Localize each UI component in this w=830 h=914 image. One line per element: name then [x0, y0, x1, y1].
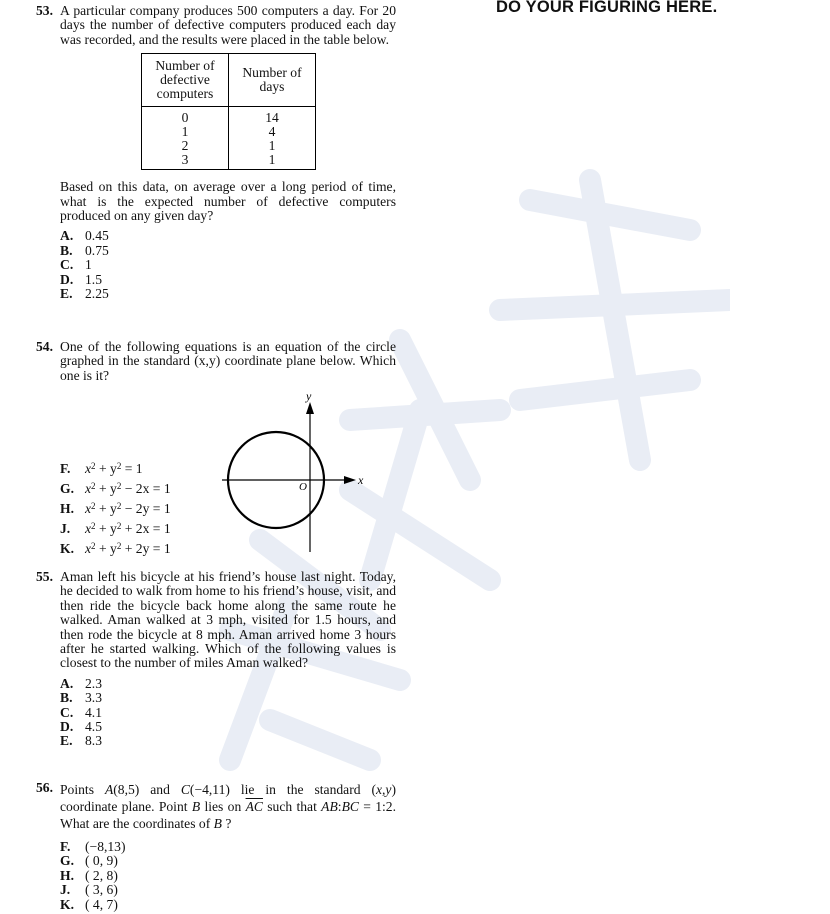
- answer-choices: [60, 840, 396, 912]
- table-col-days: [229, 107, 316, 170]
- table-cell: 1: [181, 124, 189, 140]
- choice-h[interactable]: H. x 2 + y 2 − 2y = 1: [60, 501, 171, 517]
- x-axis-arrow: [344, 476, 356, 484]
- question-stem: One of the following equations is an equation of the circle graphed in the standard (x,y) coordinate plane below. Which one is it?: [60, 339, 396, 383]
- choice-e[interactable]: E. 8.3: [60, 733, 102, 749]
- question-stem: Aman left his bicycle at his friend’s house last night. Today, he decided to walk from home to his friend’s house, visit, and then ride the bicycle back home along the same route he walked. Aman walked at 3 mph, visited for 1.5 hours, and then rode the bicycle at 8 mph. Aman arrived home 3 hours after he started walking. Which of the following values is closest to the number of miles Aman walked?: [60, 569, 396, 671]
- question-stem: Points A(8,5) and C(−4,11) lie in the standard (x,y) coordinate plane. Point B lies on $\overline{AC}$ such that AB:BC = 1:2. What are the coordinates of B ?: [60, 782, 396, 831]
- choice-j[interactable]: J. x 2 + y 2 + 2x = 1: [60, 521, 171, 537]
- x-axis-label: x: [358, 473, 364, 487]
- table-cell: 1: [268, 138, 276, 154]
- choice-a[interactable]: A. 0.45: [60, 228, 109, 244]
- choice-b[interactable]: B. 3.3: [60, 690, 102, 706]
- choice-c[interactable]: C. 1: [60, 257, 92, 273]
- choice-k[interactable]: K. ( 4, 7): [60, 896, 118, 912]
- question-number: 54.: [36, 339, 53, 354]
- choice-d[interactable]: D. 4.5: [60, 719, 102, 735]
- choice-h[interactable]: H. ( 2, 8): [60, 867, 118, 883]
- figuring-header: DO YOUR FIGURING HERE.: [496, 0, 718, 16]
- choice-b[interactable]: B. 0.75: [60, 242, 109, 258]
- question-55: [36, 570, 396, 749]
- question-number: 56.: [36, 780, 53, 795]
- answer-choices: [60, 229, 396, 301]
- question-number: 53.: [36, 3, 53, 18]
- question-56: [36, 781, 396, 912]
- choice-g[interactable]: G. x 2 + y 2 − 2x = 1: [60, 481, 171, 497]
- y-axis-label: y: [306, 389, 312, 403]
- choice-f[interactable]: F. (−8,13): [60, 839, 126, 854]
- y-axis-arrow: [306, 402, 314, 414]
- circle-graph: [222, 388, 372, 554]
- question-stem: A particular company produces 500 computers a day. For 20 days the number of defective computers produced each day was recorded, and the results were placed in the table below.: [60, 3, 396, 47]
- choice-c[interactable]: C. 4.1: [60, 704, 102, 720]
- choice-j[interactable]: J. ( 3, 6): [60, 882, 118, 898]
- table-cell: 0: [181, 110, 189, 126]
- table-col-defective: [142, 107, 229, 170]
- question-stem-2: Based on this data, on average over a long period of time, what is the expected number of defective computers produced on any given day?: [60, 179, 396, 224]
- defects-table: [141, 53, 316, 170]
- choice-a[interactable]: A. 2.3: [60, 675, 102, 691]
- table-header-defective: Number of defective computers: [142, 54, 229, 107]
- table-cell: 14: [265, 110, 279, 126]
- origin-label: O: [299, 481, 307, 493]
- choice-e[interactable]: E. 2.25: [60, 286, 109, 301]
- answer-choices: [60, 677, 396, 749]
- table-cell: 2: [181, 138, 189, 154]
- choice-f[interactable]: F. x 2 + y 2 = 1: [60, 461, 143, 477]
- table-header-days: Number of days: [229, 54, 316, 107]
- table-cell: 1: [268, 152, 276, 168]
- table-cell: 3: [181, 152, 189, 168]
- choice-d[interactable]: D. 1.5: [60, 271, 102, 287]
- question-number: 55.: [36, 569, 53, 584]
- choice-g[interactable]: G. ( 0, 9): [60, 853, 118, 869]
- choice-k[interactable]: K. x 2 + y 2 + 2y = 1: [60, 541, 171, 557]
- table-cell: 4: [268, 124, 276, 140]
- question-53: [36, 4, 396, 301]
